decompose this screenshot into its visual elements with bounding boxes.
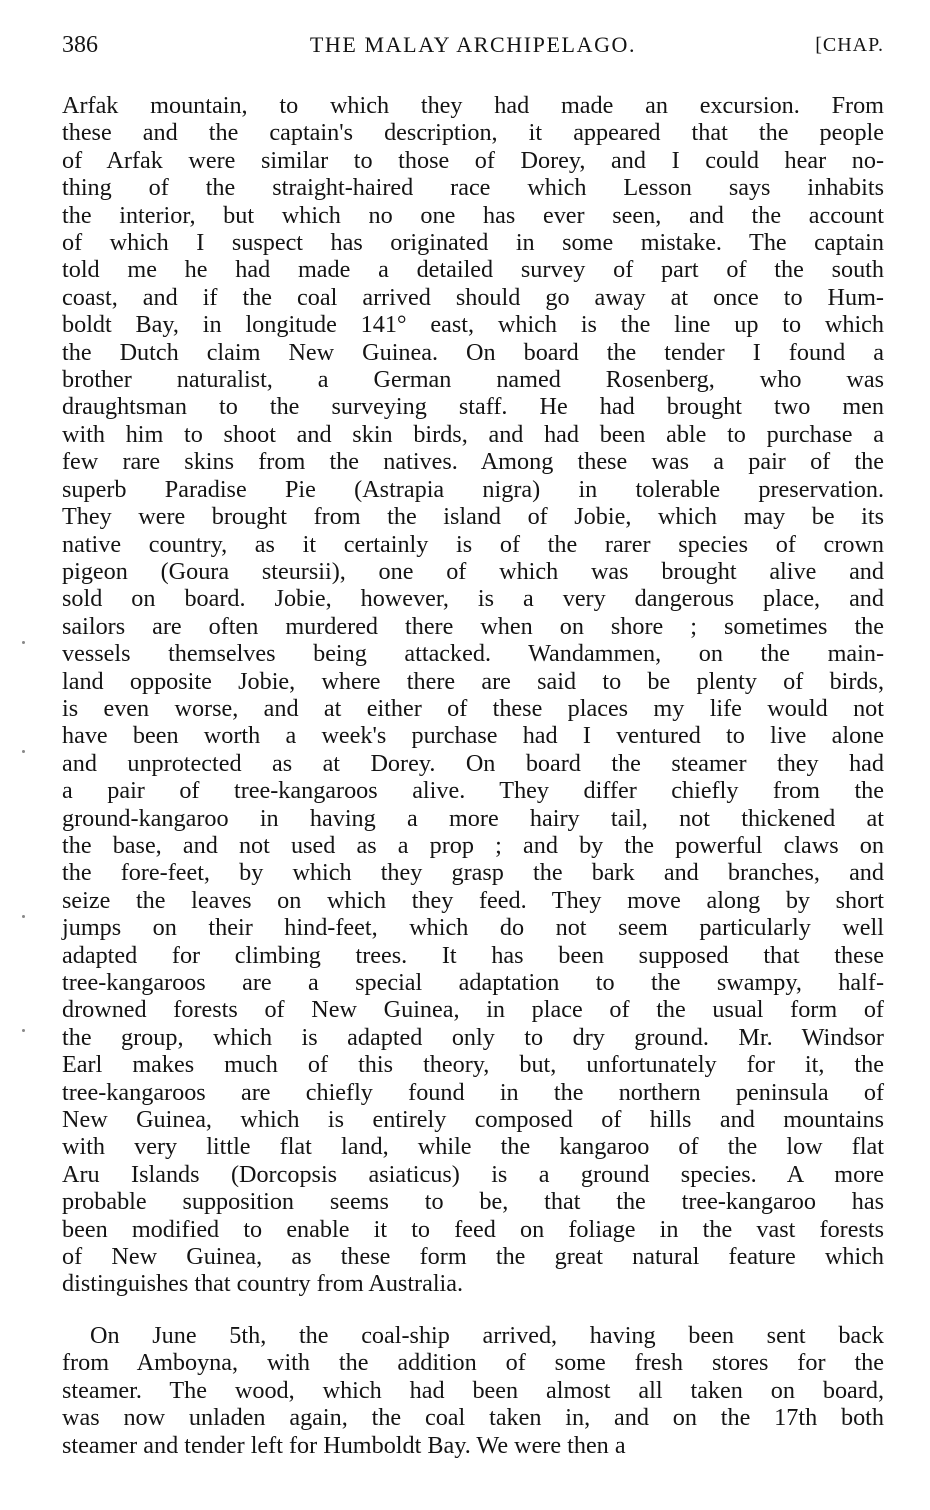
text-line: adapted for climbing trees. It has been supposed that these [62,941,884,969]
text-line: boldt Bay, in longitude 141° east, which is the line up to which [62,311,884,339]
text-line: land opposite Jobie, where there are said to be plenty of birds, [62,667,884,695]
text-line: drowned forests of New Guinea, in place of the usual form of [62,996,884,1024]
text-line: from Amboyna, with the addition of some fresh stores for the [62,1349,884,1377]
text-line: was now unladen again, the coal taken in, and on the 17th both [62,1404,884,1432]
text-line: is even worse, and at either of these places my life would not [62,694,884,722]
text-line: tree-kangaroos are a special adaptation to the swampy, half- [62,969,884,996]
paragraph-2 [62,1322,884,1459]
paragraph-1 [62,92,884,1298]
text-line: these and the captain's description, it appeared that the people [62,119,884,147]
margin-speck [22,641,25,644]
text-line: probable supposition seems to be, that the tree-kangaroo has [62,1188,884,1216]
margin-speck [22,915,25,918]
text-line: told me he had made a detailed survey of part of the south [62,256,884,284]
text-line: Earl makes much of this theory, but, unfortunately for it, the [62,1051,884,1079]
text-line: of New Guinea, as these form the great natural feature which [62,1243,884,1271]
text-line: pigeon (Goura steursii), one of which was brought alive and [62,557,884,585]
text-line: On June 5th, the coal-ship arrived, having been sent back [90,1321,884,1349]
text-line: been modified to enable it to feed on foliage in the vast forests [62,1215,884,1243]
text-line: Arfak mountain, to which they had made an excursion. From [62,92,884,119]
text-line: steamer. The wood, which had been almost all taken on board, [62,1376,884,1404]
body-text [62,92,884,1459]
text-line: sailors are often murdered there when on shore ; sometimes the [62,612,884,640]
running-title: THE MALAY ARCHIPELAGO. [309,32,637,57]
margin-speck [22,750,25,753]
text-line: sold on board. Jobie, however, is a very dangerous place, and [62,585,884,613]
margin-speck [22,1029,25,1032]
text-line: They were brought from the island of Jobie, which may be its [62,503,884,531]
text-line: vessels themselves being attacked. Wandammen, on the main- [62,640,884,668]
text-line: and unprotected as at Dorey. On board the steamer they had [62,749,884,777]
text-line: native country, as it certainly is of the rarer species of crown [62,530,884,558]
text-line: steamer and tender left for Humboldt Bay. We were then a [62,1431,626,1459]
text-line: with him to shoot and skin birds, and had been able to purchase a [62,420,884,448]
text-line: draughtsman to the surveying staff. He had brought two men [62,393,884,421]
text-line: thing of the straight-haired race which Lesson says inhabits [62,174,884,202]
text-line: the Dutch claim New Guinea. On board the tender I found a [62,338,884,366]
book-page [62,30,884,1459]
text-line: of Arfak were similar to those of Dorey, and I could hear no- [62,146,884,174]
text-line: the group, which is adapted only to dry ground. Mr. Windsor [62,1023,884,1051]
text-line: the fore-feet, by which they grasp the bark and branches, and [62,859,884,887]
page-number: 386 [62,32,98,58]
text-line: superb Paradise Pie (Astrapia nigra) in tolerable preservation. [62,475,884,503]
text-line: New Guinea, which is entirely composed of hills and mountains [62,1106,884,1134]
text-line: Aru Islands (Dorcopsis asiaticus) is a ground species. A more [62,1160,884,1188]
text-line: have been worth a week's purchase had I ventured to live alone [62,722,884,750]
text-line: the interior, but which no one has ever seen, and the account [62,201,884,229]
chapter-mark: [CHAP. [815,34,884,56]
text-line: jumps on their hind-feet, which do not seem particularly well [62,914,884,942]
text-line: brother naturalist, a German named Rosenberg, who was [62,366,884,394]
text-line: distinguishes that country from Australia. [62,1270,464,1298]
text-line: coast, and if the coal arrived should go away at once to Hum- [62,283,884,311]
text-line: a pair of tree-kangaroos alive. They differ chiefly from the [62,777,884,805]
text-line: seize the leaves on which they feed. They move along by short [62,886,884,914]
text-line: ground-kangaroo in having a more hairy tail, not thickened at [62,804,884,832]
text-line: tree-kangaroos are chiefly found in the northern peninsula of [62,1078,884,1106]
text-line: with very little flat land, while the kangaroo of the low flat [62,1133,884,1161]
text-line: few rare skins from the natives. Among these was a pair of the [62,448,884,476]
text-line: the base, and not used as a prop ; and by the powerful claws on [62,831,884,859]
text-line: of which I suspect has originated in some mistake. The captain [62,229,884,257]
running-header [62,30,884,70]
